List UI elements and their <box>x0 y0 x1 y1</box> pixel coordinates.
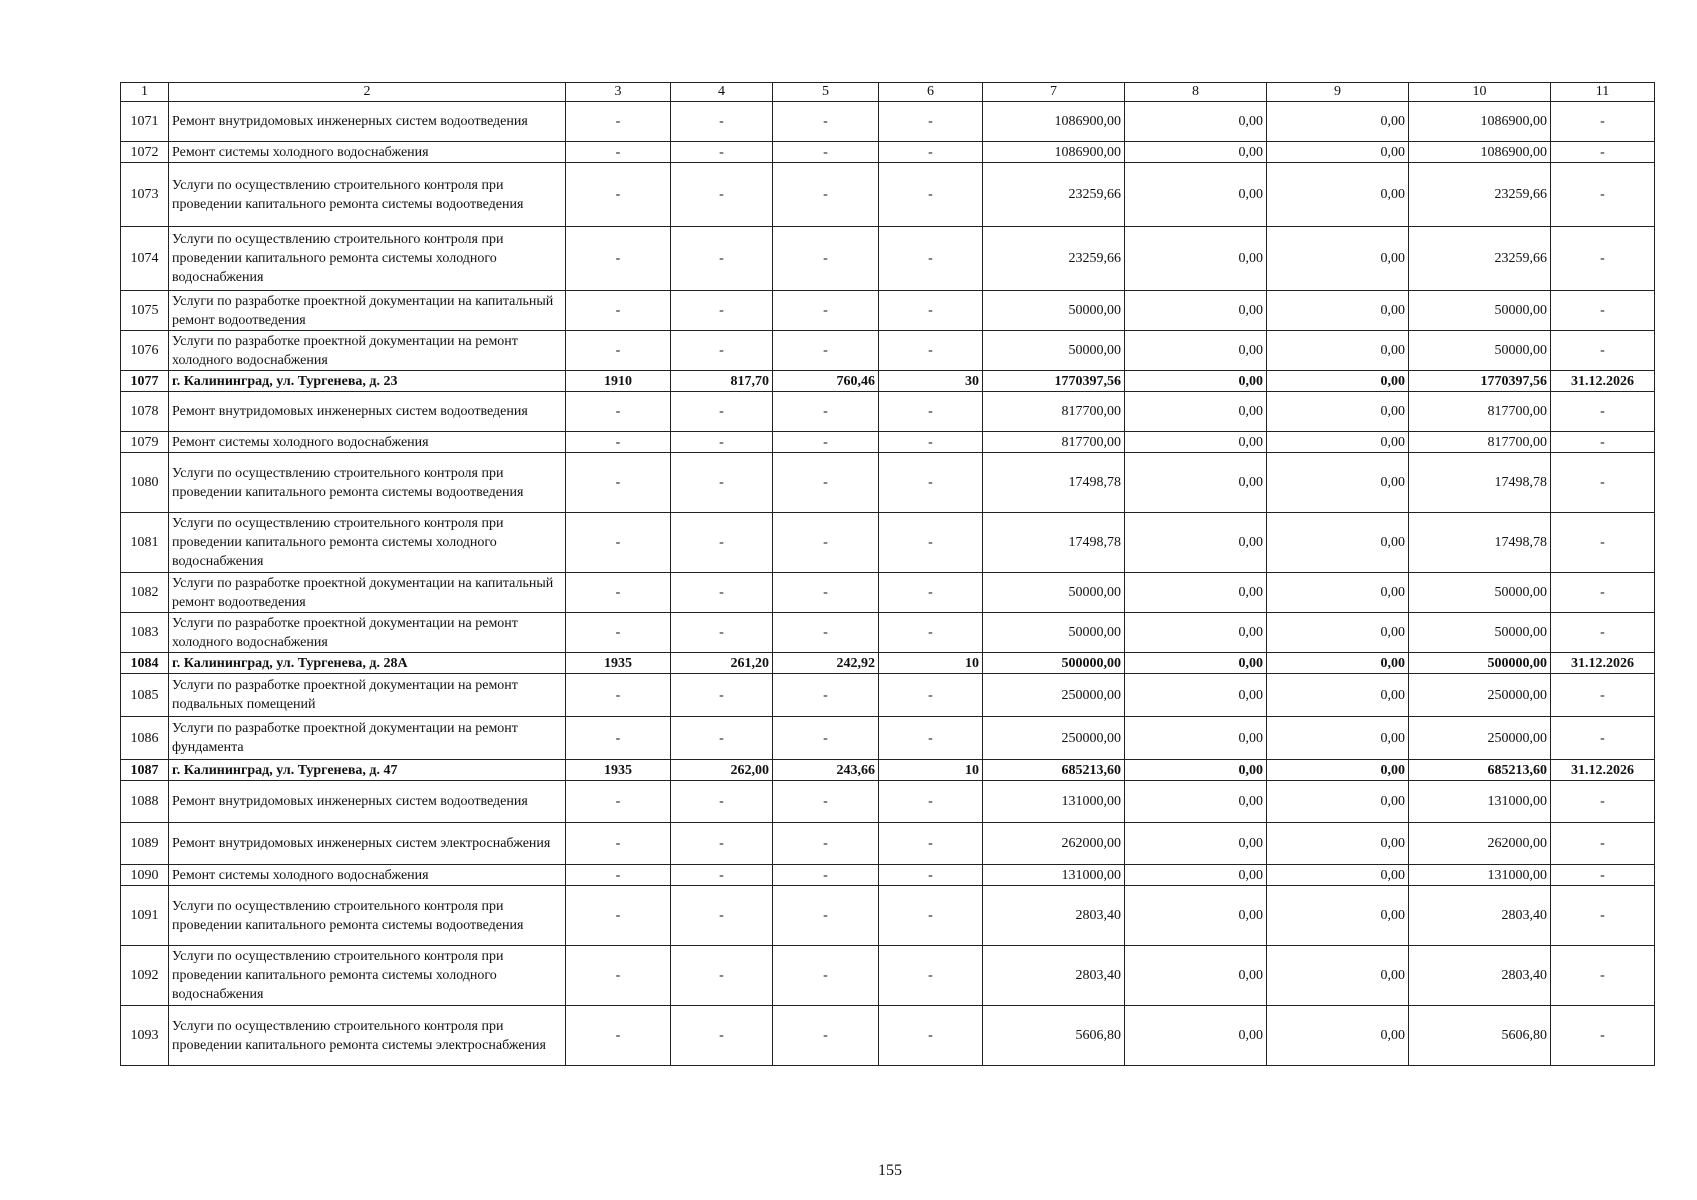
col7-amount-cell: 50000,00 <box>983 613 1125 653</box>
col5-cell: 243,66 <box>773 760 879 781</box>
col11-cell: - <box>1551 227 1655 291</box>
col8-amount-cell: 0,00 <box>1125 946 1267 1006</box>
row-number-cell: 1079 <box>121 432 169 453</box>
col11-cell: - <box>1551 886 1655 946</box>
col6-cell: - <box>879 823 983 865</box>
col4-cell: - <box>671 291 773 331</box>
col6-cell: - <box>879 291 983 331</box>
col8-amount-cell: 0,00 <box>1125 163 1267 227</box>
col7-amount-cell: 250000,00 <box>983 674 1125 717</box>
col10-amount-cell: 17498,78 <box>1409 453 1551 513</box>
col4-cell: - <box>671 886 773 946</box>
col4-cell: 261,20 <box>671 653 773 674</box>
col11-cell: - <box>1551 674 1655 717</box>
col6-cell: - <box>879 781 983 823</box>
col4-cell: 262,00 <box>671 760 773 781</box>
work-name-cell: Ремонт системы холодного водоснабжения <box>169 142 566 163</box>
col10-amount-cell: 5606,80 <box>1409 1006 1551 1066</box>
col6-cell: - <box>879 163 983 227</box>
col9-amount-cell: 0,00 <box>1267 392 1409 432</box>
col5-cell: - <box>773 865 879 886</box>
table-row <box>121 823 1655 865</box>
column-number-header-row <box>121 83 1655 102</box>
col4-cell: - <box>671 331 773 371</box>
col11-cell: - <box>1551 573 1655 613</box>
row-number-cell: 1088 <box>121 781 169 823</box>
table-row <box>121 1006 1655 1066</box>
col7-amount-cell: 1770397,56 <box>983 371 1125 392</box>
col8-amount-cell: 0,00 <box>1125 453 1267 513</box>
col10-amount-cell: 1086900,00 <box>1409 142 1551 163</box>
col7-amount-cell: 23259,66 <box>983 163 1125 227</box>
col6-cell: - <box>879 886 983 946</box>
col9-amount-cell: 0,00 <box>1267 227 1409 291</box>
col7-amount-cell: 50000,00 <box>983 331 1125 371</box>
col11-cell: - <box>1551 865 1655 886</box>
col6-cell: - <box>879 573 983 613</box>
row-number-cell: 1084 <box>121 653 169 674</box>
table-row <box>121 613 1655 653</box>
col8-amount-cell: 0,00 <box>1125 653 1267 674</box>
col8-amount-cell: 0,00 <box>1125 392 1267 432</box>
header-cell-11: 11 <box>1551 83 1655 102</box>
col11-cell: - <box>1551 513 1655 573</box>
col6-cell: - <box>879 865 983 886</box>
col4-cell: - <box>671 392 773 432</box>
col8-amount-cell: 0,00 <box>1125 674 1267 717</box>
col11-cell: - <box>1551 781 1655 823</box>
col5-cell: - <box>773 331 879 371</box>
col5-cell: 760,46 <box>773 371 879 392</box>
col7-amount-cell: 17498,78 <box>983 513 1125 573</box>
col8-amount-cell: 0,00 <box>1125 886 1267 946</box>
col8-amount-cell: 0,00 <box>1125 291 1267 331</box>
table-row <box>121 432 1655 453</box>
work-name-cell: Ремонт системы холодного водоснабжения <box>169 432 566 453</box>
address-row <box>121 371 1655 392</box>
col8-amount-cell: 0,00 <box>1125 227 1267 291</box>
col8-amount-cell: 0,00 <box>1125 760 1267 781</box>
work-name-cell: Ремонт внутридомовых инженерных систем водоотведения <box>169 781 566 823</box>
col4-cell: - <box>671 163 773 227</box>
col6-cell: - <box>879 432 983 453</box>
col11-cell: - <box>1551 392 1655 432</box>
col3-cell: - <box>566 142 671 163</box>
row-number-cell: 1092 <box>121 946 169 1006</box>
col7-amount-cell: 2803,40 <box>983 886 1125 946</box>
col8-amount-cell: 0,00 <box>1125 142 1267 163</box>
row-number-cell: 1087 <box>121 760 169 781</box>
address-row <box>121 760 1655 781</box>
col5-cell: 242,92 <box>773 653 879 674</box>
col10-amount-cell: 50000,00 <box>1409 613 1551 653</box>
row-number-cell: 1073 <box>121 163 169 227</box>
col6-cell: - <box>879 102 983 142</box>
col6-cell: - <box>879 674 983 717</box>
header-cell-5: 5 <box>773 83 879 102</box>
col9-amount-cell: 0,00 <box>1267 331 1409 371</box>
col6-cell: - <box>879 142 983 163</box>
col9-amount-cell: 0,00 <box>1267 1006 1409 1066</box>
col7-amount-cell: 1086900,00 <box>983 142 1125 163</box>
header-cell-2: 2 <box>169 83 566 102</box>
row-number-cell: 1078 <box>121 392 169 432</box>
col9-amount-cell: 0,00 <box>1267 946 1409 1006</box>
col6-cell: - <box>879 392 983 432</box>
work-name-cell: Услуги по осуществлению строительного контроля при проведении капитального ремонта системы водоотведения <box>169 163 566 227</box>
col9-amount-cell: 0,00 <box>1267 163 1409 227</box>
col4-cell: - <box>671 823 773 865</box>
table-row <box>121 781 1655 823</box>
row-number-cell: 1086 <box>121 717 169 760</box>
col9-amount-cell: 0,00 <box>1267 371 1409 392</box>
col10-amount-cell: 262000,00 <box>1409 823 1551 865</box>
work-name-cell: Услуги по осуществлению строительного контроля при проведении капитального ремонта системы холодного водоснабжения <box>169 946 566 1006</box>
work-name-cell: Ремонт внутридомовых инженерных систем водоотведения <box>169 392 566 432</box>
col10-amount-cell: 817700,00 <box>1409 432 1551 453</box>
col8-amount-cell: 0,00 <box>1125 371 1267 392</box>
col3-cell: - <box>566 573 671 613</box>
col3-cell: - <box>566 865 671 886</box>
table-row <box>121 573 1655 613</box>
col11-cell: - <box>1551 432 1655 453</box>
row-number-cell: 1085 <box>121 674 169 717</box>
table-row <box>121 331 1655 371</box>
row-number-cell: 1093 <box>121 1006 169 1066</box>
col3-cell: - <box>566 613 671 653</box>
col8-amount-cell: 0,00 <box>1125 1006 1267 1066</box>
col5-cell: - <box>773 392 879 432</box>
col4-cell: - <box>671 613 773 653</box>
row-number-cell: 1074 <box>121 227 169 291</box>
work-name-cell: Услуги по разработке проектной документации на капитальный ремонт водоотведения <box>169 573 566 613</box>
col7-amount-cell: 50000,00 <box>983 291 1125 331</box>
work-name-cell: Ремонт системы холодного водоснабжения <box>169 865 566 886</box>
col7-amount-cell: 5606,80 <box>983 1006 1125 1066</box>
col11-cell: - <box>1551 946 1655 1006</box>
row-number-cell: 1081 <box>121 513 169 573</box>
row-number-cell: 1091 <box>121 886 169 946</box>
col8-amount-cell: 0,00 <box>1125 823 1267 865</box>
col4-cell: - <box>671 432 773 453</box>
header-cell-10: 10 <box>1409 83 1551 102</box>
work-name-cell: г. Калининград, ул. Тургенева, д. 28А <box>169 653 566 674</box>
work-name-cell: Услуги по разработке проектной документации на капитальный ремонт водоотведения <box>169 291 566 331</box>
work-name-cell: Услуги по разработке проектной документации на ремонт холодного водоснабжения <box>169 613 566 653</box>
col9-amount-cell: 0,00 <box>1267 781 1409 823</box>
col9-amount-cell: 0,00 <box>1267 865 1409 886</box>
col10-amount-cell: 250000,00 <box>1409 717 1551 760</box>
col10-amount-cell: 1770397,56 <box>1409 371 1551 392</box>
col3-cell: - <box>566 227 671 291</box>
col11-cell: 31.12.2026 <box>1551 371 1655 392</box>
col5-cell: - <box>773 823 879 865</box>
col11-cell: - <box>1551 823 1655 865</box>
col3-cell: - <box>566 886 671 946</box>
col7-amount-cell: 131000,00 <box>983 781 1125 823</box>
col4-cell: - <box>671 227 773 291</box>
header-cell-4: 4 <box>671 83 773 102</box>
col11-cell: - <box>1551 102 1655 142</box>
col3-cell: - <box>566 1006 671 1066</box>
col7-amount-cell: 131000,00 <box>983 865 1125 886</box>
col5-cell: - <box>773 886 879 946</box>
col6-cell: - <box>879 513 983 573</box>
col5-cell: - <box>773 102 879 142</box>
col11-cell: - <box>1551 453 1655 513</box>
col4-cell: - <box>671 865 773 886</box>
col8-amount-cell: 0,00 <box>1125 102 1267 142</box>
table-row <box>121 865 1655 886</box>
col10-amount-cell: 2803,40 <box>1409 946 1551 1006</box>
col3-cell: - <box>566 823 671 865</box>
col3-cell: - <box>566 946 671 1006</box>
row-number-cell: 1075 <box>121 291 169 331</box>
col4-cell: 817,70 <box>671 371 773 392</box>
col11-cell: - <box>1551 142 1655 163</box>
row-number-cell: 1090 <box>121 865 169 886</box>
col11-cell: - <box>1551 1006 1655 1066</box>
col10-amount-cell: 17498,78 <box>1409 513 1551 573</box>
col6-cell: - <box>879 331 983 371</box>
col9-amount-cell: 0,00 <box>1267 653 1409 674</box>
col9-amount-cell: 0,00 <box>1267 823 1409 865</box>
col5-cell: - <box>773 163 879 227</box>
col6-cell: 30 <box>879 371 983 392</box>
table-row <box>121 886 1655 946</box>
table-row <box>121 717 1655 760</box>
col6-cell: - <box>879 227 983 291</box>
col3-cell: - <box>566 392 671 432</box>
col5-cell: - <box>773 227 879 291</box>
work-name-cell: Ремонт внутридомовых инженерных систем водоотведения <box>169 102 566 142</box>
col7-amount-cell: 2803,40 <box>983 946 1125 1006</box>
header-cell-1: 1 <box>121 83 169 102</box>
col7-amount-cell: 23259,66 <box>983 227 1125 291</box>
table-row <box>121 392 1655 432</box>
col11-cell: - <box>1551 291 1655 331</box>
col4-cell: - <box>671 142 773 163</box>
col7-amount-cell: 262000,00 <box>983 823 1125 865</box>
col3-cell: - <box>566 331 671 371</box>
col5-cell: - <box>773 717 879 760</box>
col3-cell: - <box>566 163 671 227</box>
col3-cell: - <box>566 102 671 142</box>
col10-amount-cell: 23259,66 <box>1409 163 1551 227</box>
col8-amount-cell: 0,00 <box>1125 717 1267 760</box>
col3-cell: 1910 <box>566 371 671 392</box>
work-name-cell: Услуги по осуществлению строительного контроля при проведении капитального ремонта системы водоотведения <box>169 886 566 946</box>
col5-cell: - <box>773 573 879 613</box>
col10-amount-cell: 1086900,00 <box>1409 102 1551 142</box>
row-number-cell: 1080 <box>121 453 169 513</box>
col10-amount-cell: 817700,00 <box>1409 392 1551 432</box>
table-row <box>121 142 1655 163</box>
work-name-cell: Услуги по осуществлению строительного контроля при проведении капитального ремонта системы водоотведения <box>169 453 566 513</box>
col7-amount-cell: 685213,60 <box>983 760 1125 781</box>
col11-cell: - <box>1551 331 1655 371</box>
col8-amount-cell: 0,00 <box>1125 432 1267 453</box>
col8-amount-cell: 0,00 <box>1125 613 1267 653</box>
col6-cell: 10 <box>879 760 983 781</box>
row-number-cell: 1083 <box>121 613 169 653</box>
col9-amount-cell: 0,00 <box>1267 432 1409 453</box>
col7-amount-cell: 17498,78 <box>983 453 1125 513</box>
col5-cell: - <box>773 674 879 717</box>
row-number-cell: 1071 <box>121 102 169 142</box>
col3-cell: - <box>566 717 671 760</box>
col9-amount-cell: 0,00 <box>1267 453 1409 513</box>
work-name-cell: Услуги по осуществлению строительного контроля при проведении капитального ремонта системы электроснабжения <box>169 1006 566 1066</box>
col3-cell: - <box>566 453 671 513</box>
col6-cell: - <box>879 717 983 760</box>
col3-cell: - <box>566 781 671 823</box>
col5-cell: - <box>773 781 879 823</box>
col9-amount-cell: 0,00 <box>1267 760 1409 781</box>
col6-cell: - <box>879 613 983 653</box>
col4-cell: - <box>671 453 773 513</box>
table-row <box>121 102 1655 142</box>
col9-amount-cell: 0,00 <box>1267 674 1409 717</box>
row-number-cell: 1082 <box>121 573 169 613</box>
col4-cell: - <box>671 674 773 717</box>
col3-cell: - <box>566 674 671 717</box>
work-name-cell: Услуги по разработке проектной документации на ремонт холодного водоснабжения <box>169 331 566 371</box>
row-number-cell: 1077 <box>121 371 169 392</box>
col8-amount-cell: 0,00 <box>1125 331 1267 371</box>
col9-amount-cell: 0,00 <box>1267 613 1409 653</box>
col10-amount-cell: 250000,00 <box>1409 674 1551 717</box>
col4-cell: - <box>671 1006 773 1066</box>
col9-amount-cell: 0,00 <box>1267 886 1409 946</box>
col11-cell: 31.12.2026 <box>1551 760 1655 781</box>
table-row <box>121 227 1655 291</box>
col11-cell: - <box>1551 717 1655 760</box>
col9-amount-cell: 0,00 <box>1267 291 1409 331</box>
col6-cell: 10 <box>879 653 983 674</box>
col10-amount-cell: 50000,00 <box>1409 291 1551 331</box>
col10-amount-cell: 500000,00 <box>1409 653 1551 674</box>
col9-amount-cell: 0,00 <box>1267 142 1409 163</box>
col10-amount-cell: 50000,00 <box>1409 331 1551 371</box>
col7-amount-cell: 817700,00 <box>983 392 1125 432</box>
col4-cell: - <box>671 717 773 760</box>
col4-cell: - <box>671 946 773 1006</box>
col5-cell: - <box>773 946 879 1006</box>
work-name-cell: г. Калининград, ул. Тургенева, д. 47 <box>169 760 566 781</box>
col10-amount-cell: 685213,60 <box>1409 760 1551 781</box>
table-body <box>121 83 1655 1066</box>
col11-cell: - <box>1551 613 1655 653</box>
col9-amount-cell: 0,00 <box>1267 717 1409 760</box>
work-name-cell: Услуги по осуществлению строительного контроля при проведении капитального ремонта системы холодного водоснабжения <box>169 227 566 291</box>
col6-cell: - <box>879 946 983 1006</box>
col7-amount-cell: 817700,00 <box>983 432 1125 453</box>
table-row <box>121 674 1655 717</box>
col9-amount-cell: 0,00 <box>1267 102 1409 142</box>
table-row <box>121 513 1655 573</box>
work-name-cell: Услуги по осуществлению строительного контроля при проведении капитального ремонта системы холодного водоснабжения <box>169 513 566 573</box>
col7-amount-cell: 500000,00 <box>983 653 1125 674</box>
col4-cell: - <box>671 102 773 142</box>
col7-amount-cell: 1086900,00 <box>983 102 1125 142</box>
col4-cell: - <box>671 513 773 573</box>
col6-cell: - <box>879 1006 983 1066</box>
table-row <box>121 163 1655 227</box>
col9-amount-cell: 0,00 <box>1267 573 1409 613</box>
work-name-cell: Услуги по разработке проектной документации на ремонт подвальных помещений <box>169 674 566 717</box>
col7-amount-cell: 250000,00 <box>983 717 1125 760</box>
col5-cell: - <box>773 1006 879 1066</box>
row-number-cell: 1072 <box>121 142 169 163</box>
table-row <box>121 291 1655 331</box>
header-cell-7: 7 <box>983 83 1125 102</box>
table-row <box>121 946 1655 1006</box>
address-row <box>121 653 1655 674</box>
row-number-cell: 1089 <box>121 823 169 865</box>
header-cell-8: 8 <box>1125 83 1267 102</box>
col10-amount-cell: 2803,40 <box>1409 886 1551 946</box>
col8-amount-cell: 0,00 <box>1125 573 1267 613</box>
col10-amount-cell: 131000,00 <box>1409 781 1551 823</box>
col5-cell: - <box>773 142 879 163</box>
col10-amount-cell: 131000,00 <box>1409 865 1551 886</box>
table-row <box>121 453 1655 513</box>
col3-cell: 1935 <box>566 760 671 781</box>
header-cell-3: 3 <box>566 83 671 102</box>
work-name-cell: Услуги по разработке проектной документации на ремонт фундамента <box>169 717 566 760</box>
capital-repair-table <box>120 82 1655 1066</box>
col10-amount-cell: 50000,00 <box>1409 573 1551 613</box>
col5-cell: - <box>773 291 879 331</box>
col7-amount-cell: 50000,00 <box>983 573 1125 613</box>
col8-amount-cell: 0,00 <box>1125 781 1267 823</box>
col3-cell: - <box>566 432 671 453</box>
header-cell-6: 6 <box>879 83 983 102</box>
page-number: 155 <box>878 1162 902 1179</box>
work-name-cell: г. Калининград, ул. Тургенева, д. 23 <box>169 371 566 392</box>
work-name-cell: Ремонт внутридомовых инженерных систем электроснабжения <box>169 823 566 865</box>
col3-cell: - <box>566 513 671 573</box>
col4-cell: - <box>671 573 773 613</box>
col10-amount-cell: 23259,66 <box>1409 227 1551 291</box>
col5-cell: - <box>773 513 879 573</box>
col3-cell: - <box>566 291 671 331</box>
col9-amount-cell: 0,00 <box>1267 513 1409 573</box>
col11-cell: - <box>1551 163 1655 227</box>
header-cell-9: 9 <box>1267 83 1409 102</box>
col8-amount-cell: 0,00 <box>1125 865 1267 886</box>
row-number-cell: 1076 <box>121 331 169 371</box>
col5-cell: - <box>773 453 879 513</box>
col4-cell: - <box>671 781 773 823</box>
col11-cell: 31.12.2026 <box>1551 653 1655 674</box>
col5-cell: - <box>773 613 879 653</box>
col6-cell: - <box>879 453 983 513</box>
col3-cell: 1935 <box>566 653 671 674</box>
col8-amount-cell: 0,00 <box>1125 513 1267 573</box>
col5-cell: - <box>773 432 879 453</box>
